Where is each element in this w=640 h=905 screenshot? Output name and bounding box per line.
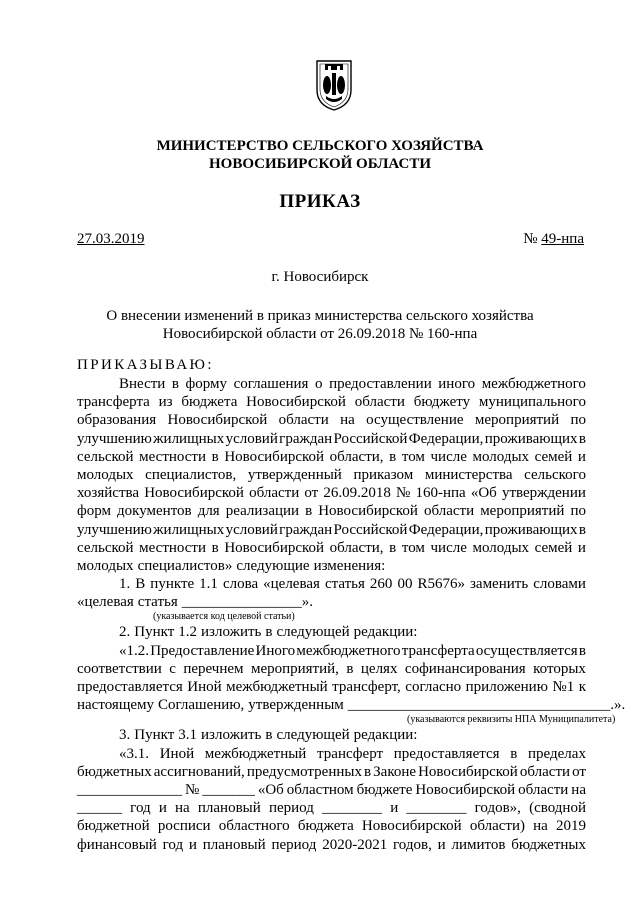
word: в <box>389 539 397 556</box>
body-text-line <box>77 593 586 611</box>
word: в <box>389 448 397 465</box>
word: 260 <box>369 576 393 593</box>
body-text-line <box>77 393 586 411</box>
word: межбюджетный <box>226 679 328 695</box>
word: сельской <box>77 539 134 556</box>
order-subject-line2: Новосибирской области от 26.09.2018 № 160-нпа <box>162 326 478 342</box>
body-text-line <box>77 726 586 744</box>
word: в <box>211 539 219 556</box>
body-text-line <box>77 696 626 714</box>
word: пункте <box>150 576 195 593</box>
word: _______ <box>202 781 255 798</box>
word: изменения: <box>313 557 386 574</box>
body-text-line <box>77 781 586 799</box>
word: (сводной <box>529 800 586 817</box>
word: целях <box>360 660 398 677</box>
word: утвержденный <box>247 466 342 483</box>
body-text-line <box>77 484 586 502</box>
orders-heading: ПРИКАЗЫВАЮ: <box>77 357 214 373</box>
word: к <box>578 679 586 695</box>
word: 2. <box>119 624 131 641</box>
word: Новосибирской <box>318 503 418 520</box>
word: 2019 <box>555 818 586 835</box>
word: год <box>162 836 184 853</box>
word: годов, <box>393 836 432 853</box>
word: областного <box>218 818 290 835</box>
word: сельской <box>77 448 134 465</box>
word: ассигнований, <box>153 763 245 780</box>
word: плановый <box>197 800 261 817</box>
order-number-value: 49-нпа <box>541 231 584 247</box>
word: 2020-2021 <box>322 836 388 853</box>
word: в <box>305 503 313 520</box>
word: Иной <box>159 745 195 762</box>
word: Новосибирской <box>224 448 325 465</box>
word: семей <box>534 539 573 556</box>
word: «1.2. <box>119 642 149 659</box>
word: области <box>354 394 405 411</box>
body-text-line <box>77 448 586 466</box>
word: в <box>265 624 273 641</box>
word: Соглашению, <box>158 697 245 714</box>
word: словами <box>533 576 586 593</box>
body-text-line <box>77 836 586 854</box>
word: форму <box>185 376 228 392</box>
word: по <box>570 412 586 429</box>
word: трансферт <box>317 745 384 762</box>
word: документов <box>117 503 192 520</box>
word: области <box>278 412 329 429</box>
body-text-line <box>77 430 586 448</box>
word: сельского <box>524 466 586 483</box>
word: ___________________________________.». <box>347 697 626 714</box>
word: проживающих <box>484 430 578 447</box>
word: на <box>533 818 548 835</box>
word: условий <box>225 430 278 447</box>
word: 1.2 <box>178 624 198 641</box>
word: 1. <box>119 576 131 593</box>
word: местности <box>139 448 207 465</box>
word: местности <box>139 539 207 556</box>
word: изложить <box>201 727 262 744</box>
word: «3.1. <box>119 745 149 762</box>
word: годов», <box>474 800 521 817</box>
word: и <box>390 800 399 817</box>
word: том <box>401 539 425 556</box>
word: 160-нпа <box>415 485 466 502</box>
word: межбюджетный <box>204 745 307 762</box>
word: семей <box>534 448 573 465</box>
word: мероприятий <box>474 412 560 429</box>
word: Новосибирской <box>361 818 462 835</box>
word: 3. <box>119 727 131 744</box>
word: согласно <box>405 679 462 695</box>
word: и <box>437 836 446 853</box>
word: приказом <box>353 466 414 483</box>
word: следующей <box>276 624 350 641</box>
word: и <box>577 539 586 556</box>
ministry-name-line2: НОВОСИБИРСКОЙ ОБЛАСТИ <box>208 156 432 172</box>
word: образования <box>77 412 157 429</box>
word: Внести <box>119 376 166 392</box>
word: редакции: <box>353 624 418 641</box>
word: межбюджетного <box>296 642 401 659</box>
word: бюджете <box>356 781 413 798</box>
word: молодых <box>472 539 530 556</box>
word: условий <box>225 521 278 538</box>
word: Иного <box>255 642 296 659</box>
body-text-line <box>77 466 586 484</box>
word: утвержденным <box>248 697 344 714</box>
word: редакции: <box>353 727 418 744</box>
word: период <box>271 836 317 853</box>
word: числе <box>430 539 467 556</box>
word: том <box>401 448 425 465</box>
word: «целевая <box>77 594 134 611</box>
body-text-line <box>77 502 586 520</box>
word: в <box>364 763 372 780</box>
word: предоставляется <box>77 679 183 695</box>
word: росписи <box>157 818 211 835</box>
word: молодых <box>77 466 134 483</box>
word: утверждении <box>501 485 586 502</box>
word: бюджетной <box>77 818 150 835</box>
word: 26.09.2018 <box>323 485 391 502</box>
word: и <box>158 800 167 817</box>
word: период <box>268 800 314 817</box>
word: статья <box>324 576 365 593</box>
word: ______________ <box>77 781 182 798</box>
word: трансферт, <box>332 679 401 695</box>
word: граждан <box>279 521 333 538</box>
body-text-line <box>77 521 586 539</box>
word: 3.1 <box>178 727 198 744</box>
word: специалистов, <box>145 466 237 483</box>
word: № <box>185 781 200 798</box>
word: области <box>518 781 569 798</box>
word: настоящему <box>77 697 155 714</box>
word: жилищных <box>153 521 225 538</box>
order-number <box>523 231 584 248</box>
order-date: 27.03.2019 <box>77 231 145 247</box>
word: осуществление <box>366 412 464 429</box>
word: муниципального <box>478 394 586 411</box>
body-text-line <box>77 575 586 593</box>
word: молодых <box>77 557 134 574</box>
word: Федерации, <box>408 521 484 538</box>
word: трансферта <box>77 394 150 411</box>
city-name: г. Новосибирск <box>271 269 369 285</box>
word: Новосибирской <box>224 539 325 556</box>
word: областном <box>286 781 354 798</box>
word: осуществляется <box>475 642 578 659</box>
word: Предоставление <box>150 642 255 659</box>
word: ________ <box>322 800 383 817</box>
body-text-line <box>77 817 586 835</box>
word: министерства <box>424 466 513 483</box>
word: в <box>265 727 273 744</box>
word: следующей <box>276 727 350 744</box>
word: в <box>510 745 518 762</box>
word: предусмотренных <box>246 763 362 780</box>
field-hint: (указываются реквизиты НПА Муниципалитета) <box>407 714 616 726</box>
document-body <box>77 375 626 854</box>
word: соглашения <box>233 376 309 392</box>
word: которых <box>533 660 586 677</box>
body-text-line <box>77 557 586 575</box>
word: специалистов» <box>137 557 233 574</box>
body-text-line <box>77 375 586 393</box>
word: области <box>519 763 571 780</box>
word: на <box>340 412 355 429</box>
word: Новосибирской <box>415 781 516 798</box>
word: Пункт <box>134 727 175 744</box>
word: мероприятий <box>480 503 565 520</box>
body-text-line <box>77 539 586 557</box>
word: граждан <box>279 430 333 447</box>
body-text-line <box>77 623 586 641</box>
word: предоставляется <box>393 745 500 762</box>
word: в <box>578 430 586 447</box>
word: плановый <box>202 836 266 853</box>
word: области, <box>329 448 384 465</box>
word: для <box>197 503 220 520</box>
word: в <box>211 448 219 465</box>
word: Федерации, <box>408 430 484 447</box>
word: трансферта <box>401 642 475 659</box>
word: улучшению <box>77 430 152 447</box>
word: из <box>158 394 173 411</box>
word: в <box>578 642 586 659</box>
word: Новосибирской <box>167 412 268 429</box>
document-type-title: ПРИКАЗ <box>279 191 361 212</box>
word: от <box>304 485 319 502</box>
word: В <box>135 576 146 593</box>
word: Иной <box>187 679 222 695</box>
word: ________ <box>406 800 467 817</box>
body-text-line <box>77 642 586 660</box>
word: области) <box>469 818 525 835</box>
field-hint: (указывается код целевой статьи) <box>153 611 295 623</box>
word: Российской <box>333 430 408 447</box>
word: финансовый <box>77 836 157 853</box>
word: в <box>346 660 354 677</box>
word: и <box>188 836 197 853</box>
word: Новосибирской <box>418 763 518 780</box>
word: бюджета <box>297 818 354 835</box>
word: софинансирования <box>404 660 526 677</box>
order-subject-line1: О внесении изменений в приказ министерства сельского хозяйства <box>106 308 534 324</box>
word: улучшению <box>77 521 152 538</box>
word: от <box>572 763 586 780</box>
word: бюджетных <box>511 836 586 853</box>
word: проживающих <box>484 521 578 538</box>
ministry-name-line1: МИНИСТЕРСТВО СЕЛЬСКОГО ХОЗЯЙСТВА <box>156 138 484 154</box>
word: перечнем <box>183 660 244 677</box>
word: 00 <box>397 576 413 593</box>
word: по <box>570 503 586 520</box>
word: хозяйства <box>77 485 140 502</box>
word: 1.1 <box>199 576 218 593</box>
word: слова <box>222 576 259 593</box>
word: «целевая <box>263 576 320 593</box>
body-text-line <box>77 678 586 696</box>
word: следующие <box>236 557 310 574</box>
word: форм <box>77 503 111 520</box>
word: пределах <box>528 745 586 762</box>
word: №1 <box>552 679 575 695</box>
word: в <box>578 521 586 538</box>
word: Пункт <box>134 624 175 641</box>
word: статья <box>137 594 178 611</box>
word: ________________». <box>181 594 313 611</box>
word: области <box>249 485 300 502</box>
word: межбюджетного <box>481 376 586 392</box>
word: о <box>315 376 323 392</box>
word: «Об <box>470 485 497 502</box>
body-text-line <box>77 411 586 429</box>
word: соответствии <box>77 660 162 677</box>
word: Новосибирской <box>246 394 346 411</box>
body-text-line <box>77 799 586 817</box>
word: области, <box>329 539 384 556</box>
word: лимитов <box>451 836 506 853</box>
word: заменить <box>469 576 529 593</box>
word: жилищных <box>153 430 225 447</box>
word: бюджетных <box>77 763 152 780</box>
word: R5676» <box>417 576 465 593</box>
word: № <box>396 485 411 502</box>
body-text-line <box>77 763 586 781</box>
word: на <box>571 781 586 798</box>
word: области <box>424 503 475 520</box>
coat-of-arms-emblem <box>314 58 354 112</box>
word: приложению <box>465 679 548 695</box>
word: «Об <box>257 781 284 798</box>
word: ______ <box>77 800 122 817</box>
word: с <box>169 660 176 677</box>
word: бюджета <box>181 394 238 411</box>
body-text-line <box>77 745 586 763</box>
word: изложить <box>201 624 262 641</box>
word: Российской <box>333 521 408 538</box>
word: числе <box>430 448 467 465</box>
word: предоставлении <box>329 376 432 392</box>
word: год <box>130 800 151 817</box>
word: Законе <box>373 763 417 780</box>
word: на <box>175 800 190 817</box>
word: Новосибирской <box>144 485 244 502</box>
word: мероприятий, <box>250 660 339 677</box>
word: и <box>577 448 586 465</box>
word: иного <box>438 376 476 392</box>
word: реализации <box>225 503 300 520</box>
word: молодых <box>472 448 530 465</box>
body-text-line <box>77 660 586 678</box>
word: в <box>171 376 179 392</box>
word: бюджету <box>413 394 471 411</box>
order-number-prefix: № <box>523 231 542 247</box>
